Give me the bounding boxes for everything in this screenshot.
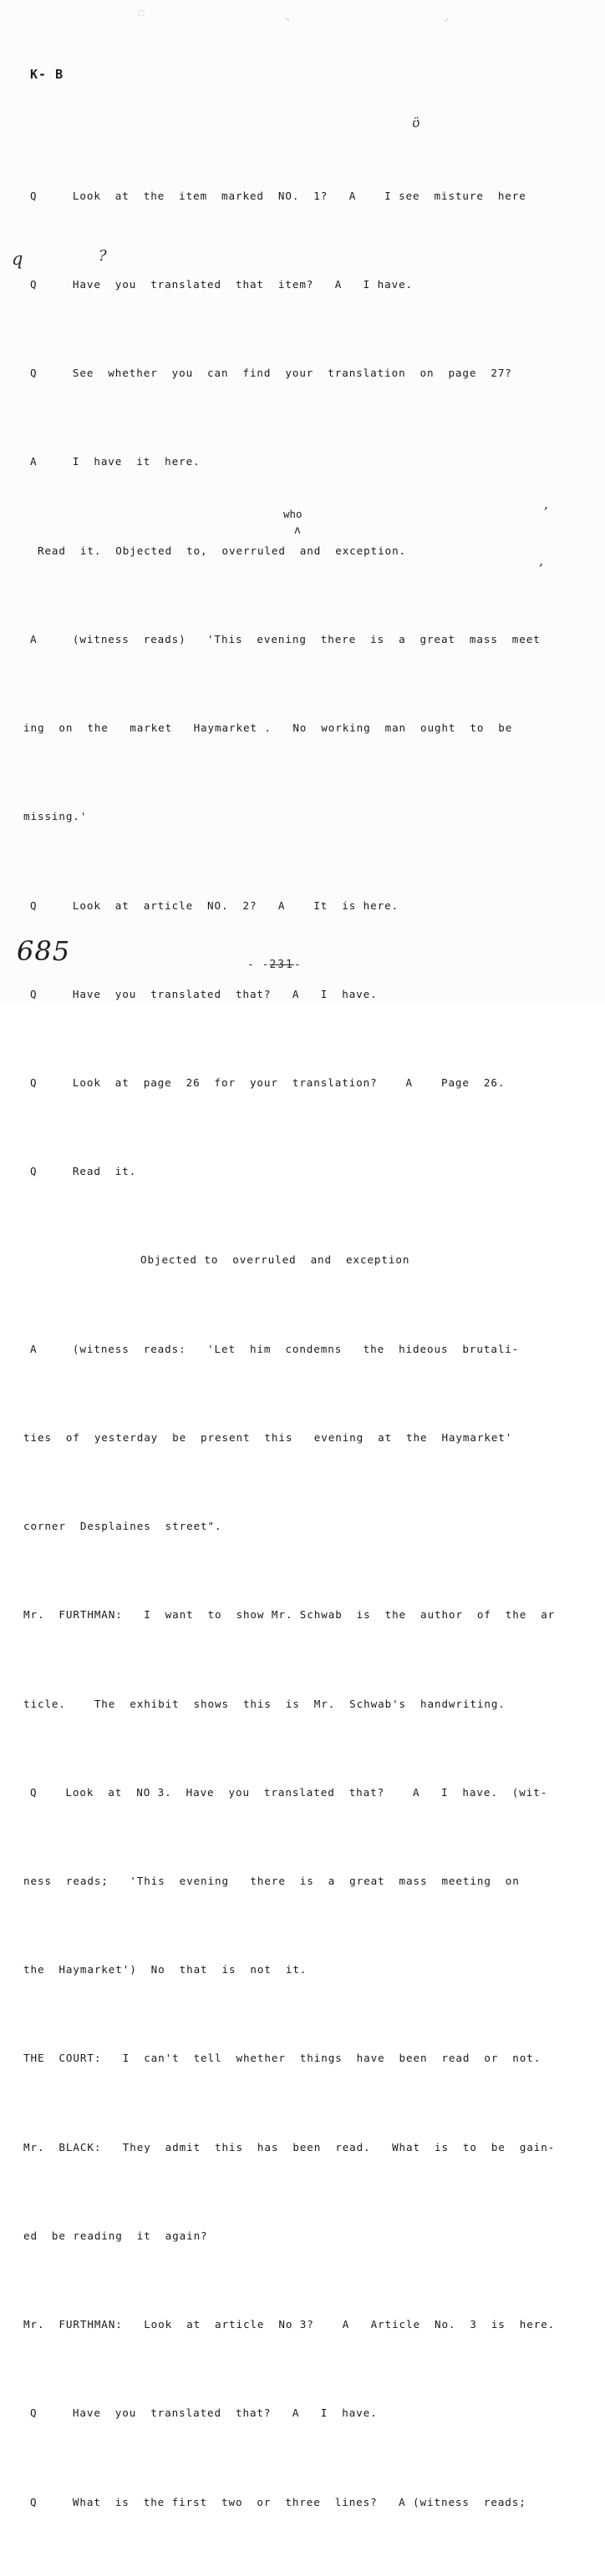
transcript-line: A (witness reads: 'Let him condemns the hideous brutali-	[30, 1342, 520, 1355]
handwritten-caret-icon: ʌ	[294, 524, 301, 537]
handwritten-comma-1: ,	[539, 553, 544, 569]
transcript-line: Mr. FURTHMAN: I want to show Mr. Schwab is the author of the ar	[23, 1608, 556, 1622]
transcript-line: Read it. Objected to, overruled and exception.	[23, 544, 407, 557]
handwritten-q-annotation: q	[12, 249, 23, 269]
transcript-body	[23, 122, 582, 2576]
page-number-suffix: -	[293, 959, 302, 971]
scan-smudge-3: ◞	[443, 12, 449, 24]
transcript-line: ing on the market Haymarket . No working man ought to be	[23, 721, 513, 735]
transcript-line: Q Look at the item marked NO. 1? A I see misture here	[30, 189, 526, 202]
transcript-line: Mr. BLACK: They admit this has been read. What is to be gain-	[23, 2140, 556, 2153]
transcript-line: Q Have you translated that? A I have.	[30, 2406, 378, 2420]
transcript-line: Mr. FURTHMAN: Look at article No 3? A Article No. 3 is here.	[23, 2318, 556, 2331]
page-number-prefix: - -	[247, 959, 270, 971]
transcript-line: Q Look at article NO. 2? A It is here.	[30, 898, 399, 912]
transcript-line: Q Read it.	[30, 1165, 137, 1178]
transcript-line: Q See whether you can find your translation on page 27?	[30, 367, 512, 380]
handwritten-insert-mark: ʊ̈	[410, 114, 421, 131]
handwritten-comma-2: ,	[544, 496, 549, 512]
handwritten-question-mark: ?	[99, 247, 107, 265]
transcript-line: Q Have you translated that? A I have.	[30, 987, 378, 1000]
handwritten-page-number: 685	[17, 935, 71, 967]
transcript-line: ticle. The exhibit shows this is Mr. Schwab's handwriting.	[23, 1697, 506, 1710]
transcript-line: Q Look at page 26 for your translation? A Page 26.	[30, 1076, 506, 1089]
scan-smudge-1: ◌	[138, 7, 144, 19]
page-header-label: K- B	[30, 67, 64, 82]
transcript-line: Objected to overruled and exception	[140, 1253, 410, 1267]
transcript-line: Q Have you translated that item? A I have.	[30, 278, 414, 291]
handwritten-who-insert: who	[283, 508, 302, 520]
transcript-line: ties of yesterday be present this evening at the Haymarket'	[23, 1430, 513, 1444]
page-number-value: 231	[269, 959, 294, 971]
transcript-line: ness reads; 'This evening there is a great mass meeting on	[23, 1874, 520, 1887]
transcript-line: Q What is the first two or three lines? A (witness reads;	[30, 2495, 526, 2508]
typed-page-number	[247, 959, 302, 971]
transcript-line: A (witness reads) 'This evening there is a great mass meet	[30, 632, 541, 645]
transcript-line: the Haymarket') No that is not it.	[23, 1963, 308, 1976]
transcript-line: A I have it here.	[30, 455, 201, 468]
transcript-line: corner Desplaines street".	[23, 1520, 222, 1533]
transcript-line: THE COURT: I can't tell whether things have been read or not.	[23, 2052, 541, 2065]
transcript-line: Q Look at NO 3. Have you translated that? A I have. (wit-	[30, 1785, 548, 1799]
transcript-line: ed be reading it again?	[23, 2229, 208, 2242]
scan-smudge-2: ◝	[284, 15, 290, 28]
transcript-line: missing.'	[23, 810, 88, 823]
